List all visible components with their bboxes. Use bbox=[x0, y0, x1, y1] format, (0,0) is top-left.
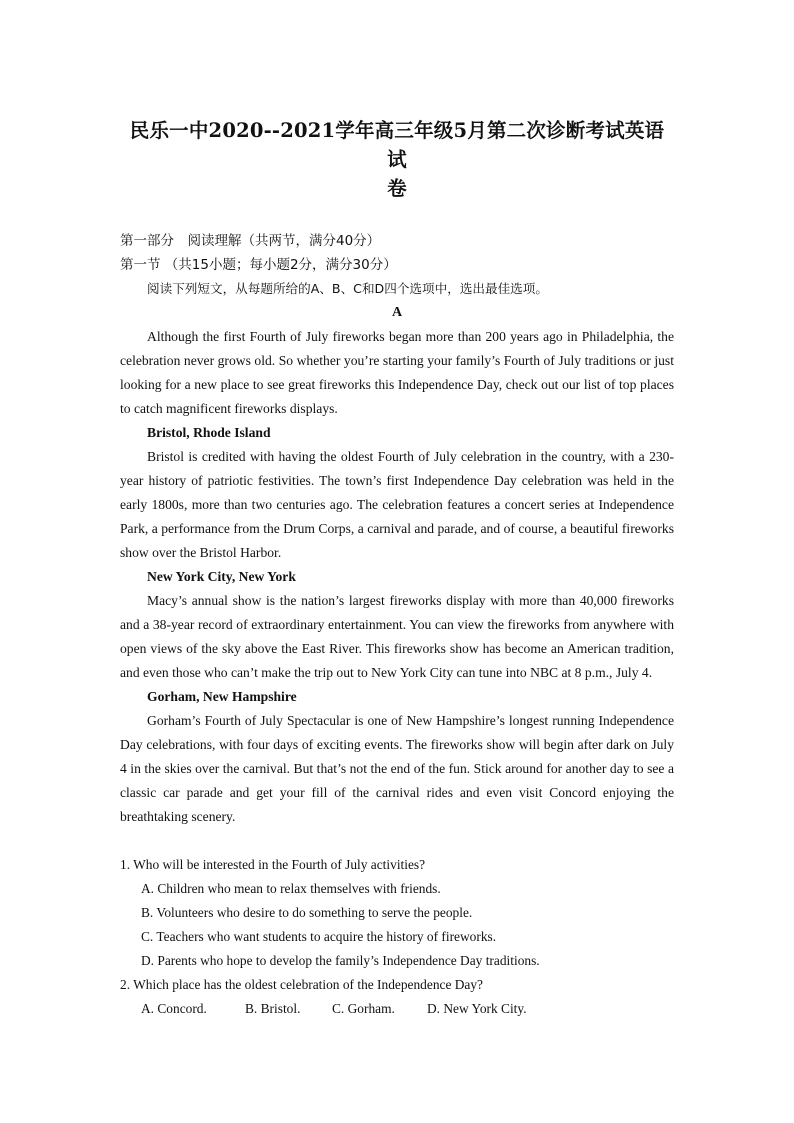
section-heading: 第一节 （共15小题；每小题2分，满分30分） bbox=[120, 257, 397, 273]
question-2-option-c: C. Gorham. bbox=[332, 1001, 395, 1016]
place-heading-bristol: Bristol, Rhode Island bbox=[147, 425, 271, 440]
passage-letter: A bbox=[391, 305, 403, 320]
passage-intro: Although the first Fourth of July fireworks began more than 200 years ago in Philadelphia, the celebration never grows old. So whether you’re starting your family’s Fourth of July traditions or just looking for a new place to see great fireworks this Independence Day, check out our list of top places to catch magnificent fireworks displays. bbox=[120, 329, 674, 416]
exam-title-line-2: 卷 bbox=[387, 177, 407, 200]
question-2-option-a: A. Concord. bbox=[141, 1001, 207, 1016]
question-1-stem: 1. Who will be interested in the Fourth of July activities? bbox=[120, 857, 426, 872]
place-heading-new-york: New York City, New York bbox=[147, 569, 296, 584]
question-1-option-c: C. Teachers who want students to acquire the history of fireworks. bbox=[141, 929, 497, 944]
exam-title bbox=[120, 116, 674, 203]
instruction-text: 阅读下列短文，从每题所给的A、B、C和D四个选项中，选出最佳选项。 bbox=[147, 281, 548, 296]
question-2-option-b: B. Bristol. bbox=[245, 1001, 301, 1016]
question-2-stem: 2. Which place has the oldest celebration of the Independence Day? bbox=[120, 977, 484, 992]
question-1-option-a: A. Children who mean to relax themselves with friends. bbox=[141, 881, 441, 896]
place-text-bristol: Bristol is credited with having the oldest Fourth of July celebration in the country, with a 230-year history of patriotic festivities. The town’s first Independence Day celebration was held in the early 1800s, more than two centuries ago. The celebration features a concert series at Independence Park, a performance from the Drum Corps, a carnival and parade, and of course, a beautiful fireworks show over the Bristol Harbor. bbox=[120, 449, 674, 560]
exam-page bbox=[120, 116, 674, 1021]
exam-title-line-1: 民乐一中2020--2021学年高三年级5月第二次诊断考试英语试 bbox=[129, 119, 665, 171]
place-text-gorham: Gorham’s Fourth of July Spectacular is one of New Hampshire’s longest running Independence Day celebrations, with four days of exciting events. The fireworks show will begin after dark on July 4 in the skies over the carnival. But that’s not the end of the fun. Stick around for another day to see a classic car parade and get your fill of the carnival rides and even visit Concord enjoying the breathtaking scenery. bbox=[120, 713, 674, 824]
part-heading: 第一部分 阅读理解（共两节，满分40分） bbox=[120, 233, 381, 249]
question-2-option-d: D. New York City. bbox=[427, 1001, 527, 1016]
spacer bbox=[120, 829, 674, 853]
place-text-new-york: Macy’s annual show is the nation’s largest fireworks display with more than 40,000 fireworks and a 38-year record of extraordinary entertainment. You can view the fireworks from anywhere with open views of the sky above the East River. This fireworks show has become an American tradition, and even those who can’t make the trip out to New York City can tune into NBC at 8 p.m., July 4. bbox=[120, 593, 674, 680]
place-heading-gorham: Gorham, New Hampshire bbox=[147, 689, 297, 704]
question-1-option-b: B. Volunteers who desire to do something to serve the people. bbox=[141, 905, 473, 920]
question-2-options bbox=[120, 997, 674, 1021]
question-1-option-d: D. Parents who hope to develop the family’s Independence Day traditions. bbox=[141, 953, 540, 968]
